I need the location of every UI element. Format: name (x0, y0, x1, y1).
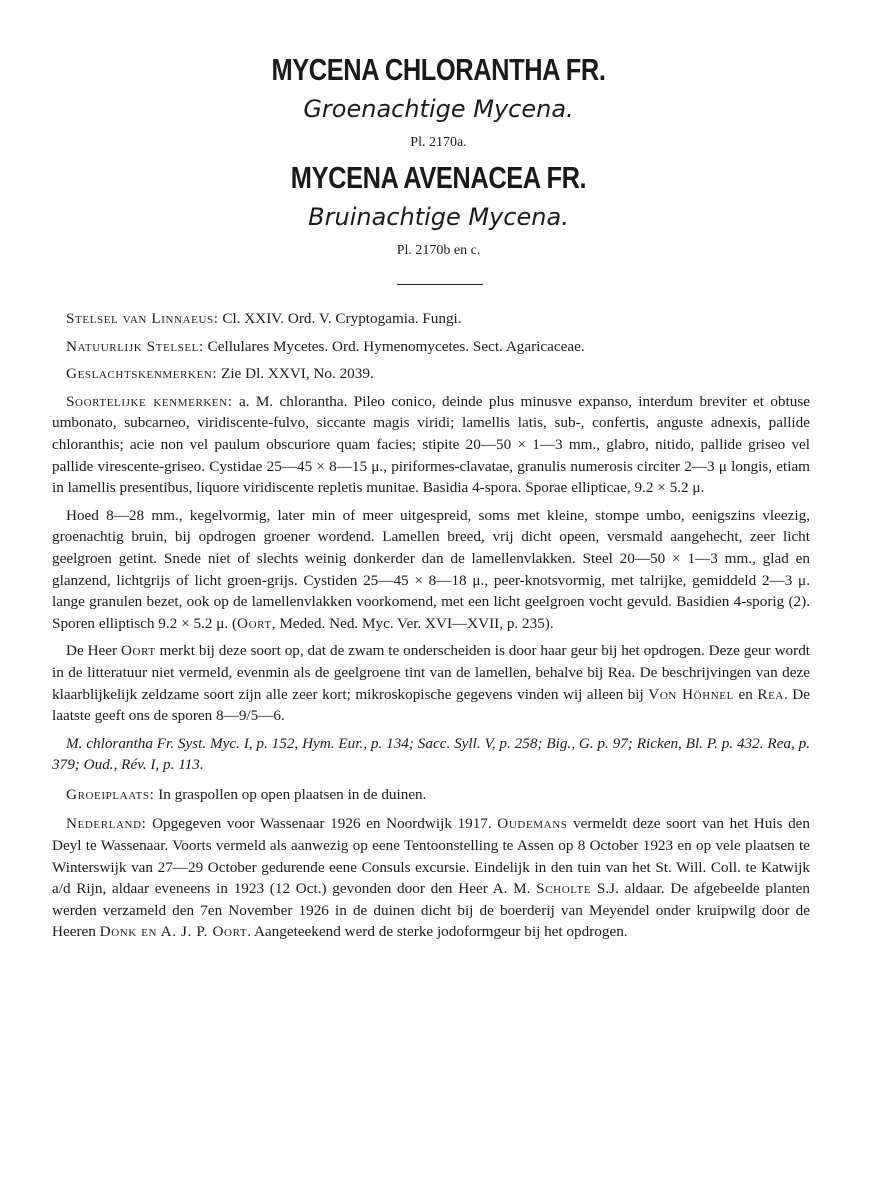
document-body (52, 308, 810, 949)
species-text: a. M. chlorantha. Pileo conico, deinde plus minusve expanso, interdum breviter et obtuse umbonato, subcarneo, viridiscente-fulvo, siccante magis viridi; lamellis latis, sub-, confertis, anguste adnexis, pallide chloranthis; acie non vel paulum obscuriore quam facies; stipite 20—50 × 1—3 mm., glabro, nitido, pallide griseo vel pallide virescente-griseo. Cystidae 25—45 × 8—15 μ., piriformes-clavatae, granulis numerosis circiter 2—3 μ longis, etiam in lamellis presentibus, liquore viridiscente repletis munitae. Basidia 4-spora. Sporae ellipticae, 9.2 × 5.2 μ. (52, 392, 810, 497)
author-rea: Rea (757, 685, 784, 703)
netherlands-distribution: Nederland: Opgegeven voor Wassenaar 1926 en Noordwijk 1917. Oudemans vermeldt deze soort van het Huis den Deyl te Wassenaar. Voorts vermeld als aanwezig op eene Tentoonstelling te Assen op 8 October 1923 en op vele plaatsen te Winterswijk van 27—29 October gedurende eene Consuls excursie. Eindelijk in den tuin van het St. Will. Coll. te Katwijk a/d Rijn, aldaar eveneens in 1923 (12 Oct.) gevonden door den Heer A. M. Scholte S.J. aldaar. De afgebeelde planten werden verzameld den 7en November 1926 in de duinen dicht bij de boerderij van Meyendel onder kruipwilg door de Heeren Donk en A. J. P. Oort. Aangeteekend werd de sterke jodoformgeur bij het opdrogen. (52, 815, 810, 941)
oort-remarks: De Heer Oort merkt bij deze soort op, dat de zwam te onderscheiden is door haar geur bij het opdrogen. Deze geur wordt in de litteratuur niet vermeld, evenmin als de geelgroene tint van de lamellen, behalve bij Rea. De beschrijvingen van deze klaarblijkelijk zeldzame soort zijn alle zeer kort; mikroskopische gegevens vinden wij alleen bij Von Höhnel en Rea. De laatste geeft ons de sporen 8—9/5—6. (52, 642, 811, 725)
species-label: Soortelijke kenmerken: (66, 392, 233, 410)
species-title-avenacea: MYCENA AVENACEA FR. (290, 160, 587, 195)
natural-text: Cellulares Mycetes. Ord. Hymenomycetes. Sect. Agaricaceae. (203, 337, 585, 355)
plate-reference-a: Pl. 2170a. (410, 135, 467, 150)
author-oudemans: Oudemans (497, 815, 568, 833)
author-scholte: Scholte (536, 880, 592, 898)
natural-system (52, 336, 810, 358)
genus-label: Geslachtskenmerken: (66, 365, 218, 383)
genus-text: Zie Dl. XXVI, No. 2039. (217, 365, 374, 383)
author-oort: Oort (237, 614, 272, 632)
habitat (52, 784, 810, 806)
author-von-hohnel: Von Höhnel (648, 685, 734, 703)
literature-references: M. chlorantha Fr. Syst. Myc. I, p. 152, Hym. Eur., p. 134; Sacc. Syll. V, p. 258; Big., G. p. 97; Ricken, Bl. P. p. 432. Rea, p. 379; Oud., Rév. I, p. 113. (52, 734, 810, 774)
dutch-name-avenacea: Bruinachtige Mycena. (308, 203, 569, 231)
author-oort: Oort (120, 642, 156, 660)
netherlands-label: Nederland: (66, 815, 147, 833)
plate-reference-bc: Pl. 2170b en c. (396, 243, 481, 258)
author-donk-oort: Donk en A. J. P. Oort (99, 923, 248, 941)
hoed-description: Hoed 8—28 mm., kegelvormig, later min of meer uitgespreid, soms met kleine, stompe umbo, eenigszins vleezig, groenachtig bruin, bij opdrogen groener wordend. Lamellen breed, vrij dicht opeen, versmald aangehecht, zeer licht geelgroen getint. Snede niet of slechts weinig donkerder dan de lamellenvlakken. Steel 20—50 × 1—3 mm., glad en glanzend, lichtgrijs of licht groen-grijs. Cystiden 25—45 × 8—18 μ., peer-knotsvormig, met talrijke, gemiddeld 2—3 μ. lange granulen bezet, ook op de lamellenvlakken voorkomend, met een licht geelgroen vocht gevuld. Basidien 4-sporig (2). Sporen elliptisch 9.2 × 5.2 μ. (Oort, Meded. Ned. Myc. Ver. XVI—XVII, p. 235). (52, 506, 810, 632)
linnaeus-text: Cl. XXIV. Ord. V. Cryptogamia. Fungi. (218, 310, 462, 327)
linnaeus-system (52, 308, 810, 330)
genus-characteristics (52, 363, 810, 385)
habitat-text: In graspollen op open plaatsen in de duinen. (154, 785, 427, 803)
linnaeus-label: Stelsel van Linnaeus: (66, 310, 219, 327)
habitat-label: Groeiplaats: (66, 785, 155, 803)
divider-rule (397, 284, 483, 285)
species-title-chlorantha: MYCENA CHLORANTHA FR. (271, 52, 606, 87)
natural-label: Natuurlijk Stelsel: (66, 337, 204, 355)
dutch-name-chlorantha: Groenachtige Mycena. (303, 95, 574, 123)
species-characteristics (52, 391, 810, 499)
